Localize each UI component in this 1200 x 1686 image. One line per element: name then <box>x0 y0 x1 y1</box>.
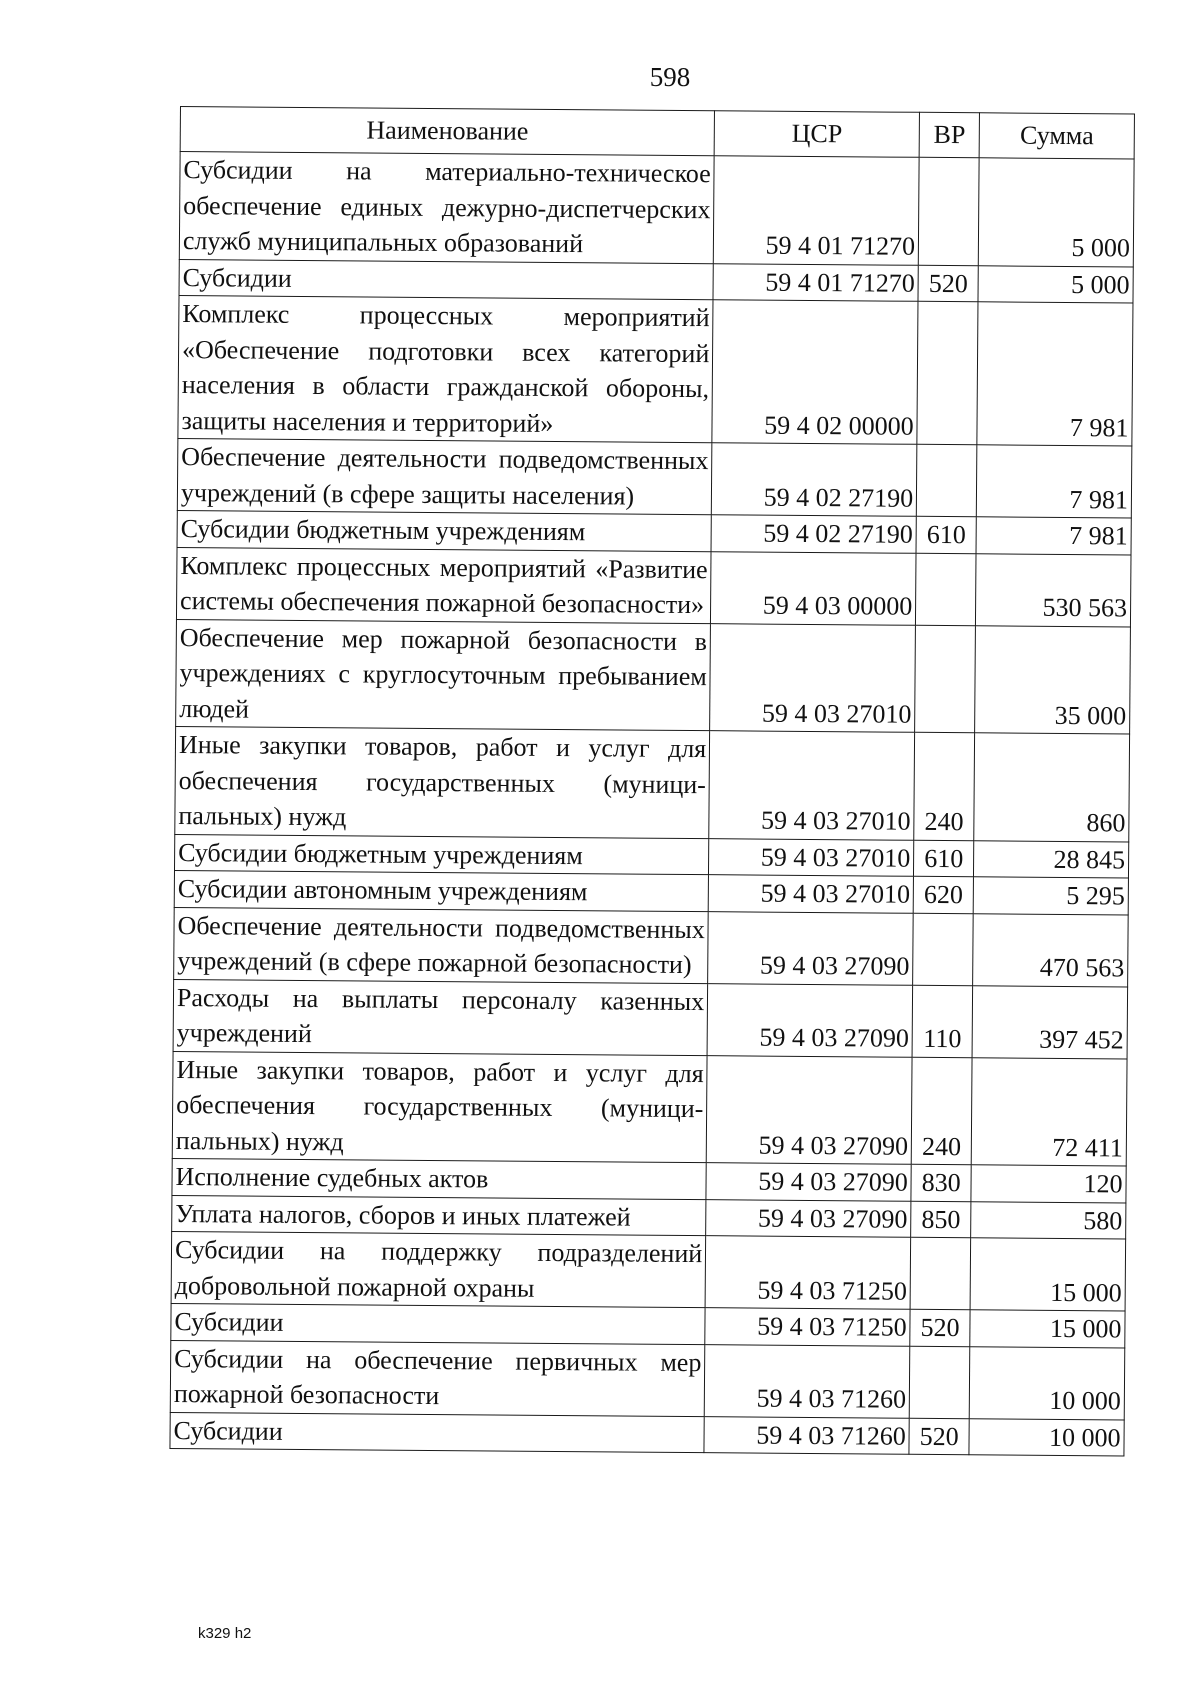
row-vr: 830 <box>911 1164 971 1201</box>
header-code: ЦСР <box>714 111 919 158</box>
row-name: Субсидии <box>170 1412 705 1453</box>
row-name: Обеспечение деятельности подведомственных учреждений (в сфере защиты населения) <box>177 438 712 514</box>
row-sum: 860 <box>974 733 1130 842</box>
table-row <box>172 1051 1127 1166</box>
row-sum: 530 563 <box>976 553 1131 626</box>
row-sum: 35 000 <box>975 625 1131 734</box>
budget-table <box>169 106 1135 1456</box>
row-code: 59 4 03 27090 <box>708 911 914 985</box>
row-vr <box>913 913 974 985</box>
row-code: 59 4 01 71270 <box>713 263 918 301</box>
row-vr: 520 <box>910 1309 970 1346</box>
row-name: Комплекс процессных мероприятий «Обеспечение подготовки всех категорий населения в области гражданской обороны, защиты населения и территорий» <box>178 295 713 442</box>
row-code: 59 4 02 00000 <box>712 300 918 445</box>
row-name: Субсидии на обеспечение первичных мер пожарной безопасности <box>170 1340 705 1416</box>
row-vr <box>917 301 978 444</box>
row-vr: 610 <box>916 516 976 553</box>
row-code: 59 4 03 71250 <box>705 1236 911 1310</box>
row-name: Субсидии <box>179 259 714 300</box>
row-vr: 520 <box>918 265 978 302</box>
row-name: Субсидии автономным учреждениям <box>174 870 709 911</box>
row-name: Субсидии бюджетным учреждениям <box>177 510 712 551</box>
row-name: Уплата налогов, сборов и иных платежей <box>172 1195 707 1236</box>
row-vr <box>915 625 976 733</box>
table-row <box>171 1231 1126 1310</box>
row-vr: 850 <box>911 1201 971 1238</box>
row-sum: 10 000 <box>969 1418 1124 1456</box>
row-code: 59 4 03 27010 <box>709 838 914 876</box>
row-sum: 7 981 <box>977 302 1133 446</box>
row-name: Субсидии бюджетным учреждениям <box>174 834 709 875</box>
row-vr <box>918 157 979 265</box>
row-sum: 7 981 <box>976 517 1131 555</box>
row-vr: 520 <box>909 1418 969 1455</box>
row-name: Исполнение судебных актов <box>172 1158 707 1199</box>
row-vr <box>916 553 977 625</box>
row-vr <box>917 444 978 516</box>
row-name: Субсидии на материально-техническое обеспечение единых дежурно-диспетчерских служб муниципальных образований <box>179 152 714 264</box>
row-sum: 120 <box>971 1165 1126 1203</box>
row-sum: 580 <box>971 1201 1126 1239</box>
table-row <box>170 1340 1125 1419</box>
header-name: Наименование <box>180 107 715 156</box>
row-code: 59 4 03 27090 <box>706 1055 912 1164</box>
row-name: Субсидии <box>171 1303 706 1344</box>
row-sum: 7 981 <box>976 445 1131 518</box>
row-sum: 5 000 <box>978 265 1133 303</box>
table-row <box>175 726 1130 841</box>
row-code: 59 4 03 27090 <box>706 1199 911 1237</box>
row-vr: 110 <box>912 985 973 1057</box>
header-vr: ВР <box>919 112 979 157</box>
row-code: 59 4 03 27010 <box>709 731 915 840</box>
row-vr: 610 <box>914 840 974 877</box>
row-code: 59 4 03 71260 <box>704 1416 909 1454</box>
row-code: 59 4 03 27010 <box>710 623 916 732</box>
row-code: 59 4 02 27190 <box>712 443 918 517</box>
table-row <box>170 1412 1124 1456</box>
row-code: 59 4 01 71270 <box>714 156 920 265</box>
row-vr <box>910 1237 971 1309</box>
table-row <box>177 438 1132 517</box>
header-sum: Сумма <box>979 113 1134 159</box>
row-name: Обеспечение мер пожарной безопасности в учреждениях с круглосуточным пребыванием людей <box>176 619 711 731</box>
table-header-row <box>180 107 1134 159</box>
row-sum: 5 295 <box>973 877 1128 915</box>
row-code: 59 4 03 27090 <box>707 983 913 1057</box>
row-sum: 5 000 <box>978 158 1134 267</box>
row-sum: 15 000 <box>970 1238 1125 1311</box>
row-vr: 240 <box>911 1057 972 1165</box>
table-row <box>173 979 1128 1058</box>
table-row <box>176 619 1131 734</box>
table-row <box>174 907 1129 986</box>
footer-code: k329 h2 <box>198 1625 252 1642</box>
row-vr <box>909 1346 970 1418</box>
row-sum: 470 563 <box>973 913 1128 986</box>
row-vr: 240 <box>914 732 975 840</box>
table-row <box>179 152 1134 267</box>
row-name: Обеспечение деятельности подведомственных учреждений (в сфере пожарной безопасности) <box>174 907 709 983</box>
row-code: 59 4 03 71260 <box>704 1344 910 1418</box>
row-name: Субсидии на поддержку подразделений добровольной пожарной охраны <box>171 1231 706 1307</box>
table-row <box>178 295 1133 445</box>
row-name: Расходы на выплаты персоналу казенных учреждений <box>173 979 708 1055</box>
row-code: 59 4 03 71250 <box>705 1308 910 1346</box>
row-name: Иные закупки товаров, работ и услуг для обеспечения государственных (муниципальных) нужд <box>172 1051 707 1163</box>
row-vr: 620 <box>913 876 973 913</box>
table-row <box>176 547 1131 626</box>
row-name: Иные закупки товаров, работ и услуг для обеспечения государственных (муниципальных) нужд <box>175 726 710 838</box>
row-sum: 28 845 <box>974 840 1129 878</box>
row-name: Комплекс процессных мероприятий «Развитие системы обеспечения пожарной безопасности» <box>176 547 711 623</box>
row-sum: 72 411 <box>971 1057 1127 1166</box>
row-sum: 397 452 <box>972 985 1127 1058</box>
table-body <box>170 152 1134 1456</box>
row-sum: 10 000 <box>969 1346 1124 1419</box>
row-code: 59 4 03 27010 <box>708 875 913 913</box>
page-number: 598 <box>649 62 691 92</box>
row-code: 59 4 02 27190 <box>711 515 916 553</box>
row-code: 59 4 03 00000 <box>711 551 917 625</box>
row-code: 59 4 03 27090 <box>706 1163 911 1201</box>
row-sum: 15 000 <box>970 1310 1125 1348</box>
